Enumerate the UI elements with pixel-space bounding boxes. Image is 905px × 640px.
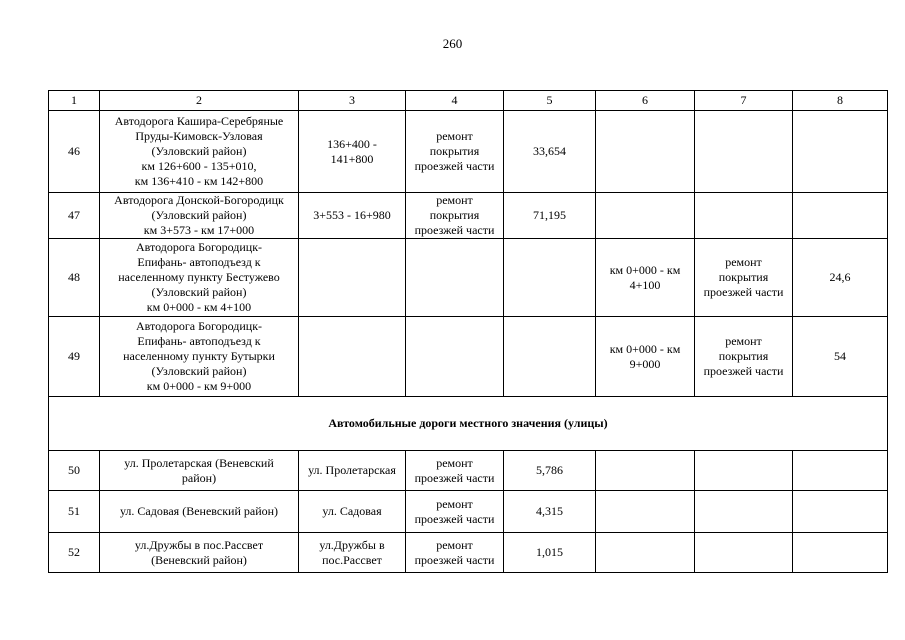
work-type-2 [695, 491, 793, 533]
section-row [49, 397, 888, 451]
road-name-line: км 136+410 - км 142+800 [134, 174, 264, 188]
road-name-line: (Узловский район) [151, 285, 247, 299]
road-name-line: (Узловский район) [151, 144, 247, 158]
table-row [49, 533, 888, 573]
road-name-line: Епифань- автоподъезд к [137, 334, 261, 348]
road-name-line: (Узловский район) [151, 208, 247, 222]
road-segment-2-line: 9+000 [629, 356, 661, 371]
road-name-line: км 0+000 - км 9+000 [146, 379, 252, 393]
road-name [100, 317, 299, 397]
table-row [49, 111, 888, 193]
road-name-line: Автодорога Богородицк- [135, 240, 263, 254]
header-cell: 1 [49, 91, 100, 111]
road-segment-line: 136+400 - [327, 136, 377, 151]
road-segment-2 [596, 111, 695, 193]
road-segment-2 [596, 239, 695, 317]
work-type-line: ремонт [436, 537, 473, 552]
work-value [504, 317, 596, 397]
header-cell: 7 [695, 91, 793, 111]
work-value-2: 24,6 [793, 239, 888, 317]
work-value [504, 239, 596, 317]
road-segment-2-line: км 0+000 - км [609, 341, 681, 356]
road-segment [299, 317, 406, 397]
work-type-line: ремонт [436, 129, 473, 143]
row-number: 47 [49, 193, 100, 239]
work-value: 1,015 [504, 533, 596, 573]
road-name-line: Автодорога Кашира-Серебряные [114, 114, 284, 128]
road-name-line: район) [181, 470, 217, 485]
row-number: 51 [49, 491, 100, 533]
work-type-line: покрытия [429, 208, 480, 222]
work-type [406, 491, 504, 533]
work-type [406, 193, 504, 239]
work-type-2-line: покрытия [718, 270, 769, 284]
work-value-2 [793, 533, 888, 573]
road-segment-line: 3+553 - 16+980 [313, 208, 391, 222]
road-name [100, 193, 299, 239]
road-segment [299, 111, 406, 193]
work-type [406, 239, 504, 317]
road-name-line: км 126+600 - 135+010, [141, 159, 257, 173]
header-cell: 6 [596, 91, 695, 111]
header-row [49, 91, 888, 111]
work-type-line: ремонт [436, 193, 473, 207]
road-name-line: населенному пункту Бутырки [123, 349, 275, 363]
work-type-2 [695, 533, 793, 573]
row-number: 52 [49, 533, 100, 573]
road-segment-2 [596, 533, 695, 573]
header-cell: 2 [100, 91, 299, 111]
road-segment [299, 533, 406, 573]
work-type-2 [695, 239, 793, 317]
road-segment-line: 141+800 [330, 151, 374, 166]
table-row [49, 317, 888, 397]
table-row [49, 239, 888, 317]
row-number: 49 [49, 317, 100, 397]
work-type-2 [695, 451, 793, 491]
work-value: 33,654 [504, 111, 596, 193]
road-segment [299, 491, 406, 533]
road-name-line: км 0+000 - км 4+100 [146, 300, 252, 314]
header-cell: 8 [793, 91, 888, 111]
header-cell: 3 [299, 91, 406, 111]
road-name [100, 491, 299, 533]
road-name-line: Автодорога Донской-Богородицк [114, 193, 284, 207]
work-type-2-line: ремонт [725, 255, 762, 269]
work-type-line: проезжей части [414, 470, 495, 485]
road-segment-2 [596, 317, 695, 397]
road-segment-2-line: км 0+000 - км [609, 262, 681, 277]
work-type-line: ремонт [436, 496, 473, 511]
road-segment-2-line: 4+100 [629, 277, 661, 292]
road-name-line: населенному пункту Бестужево [118, 270, 280, 284]
road-name-line: (Узловский район) [151, 364, 247, 378]
road-name [100, 451, 299, 491]
work-type-line: ремонт [436, 455, 473, 470]
work-value-2 [793, 491, 888, 533]
work-type-line: проезжей части [414, 223, 495, 237]
table-row [49, 193, 888, 239]
work-value-2 [793, 193, 888, 239]
road-name-line: ул.Дружбы в пос.Рассвет [134, 537, 264, 552]
header-cell: 4 [406, 91, 504, 111]
work-type-line: покрытия [429, 144, 480, 158]
work-type-2 [695, 193, 793, 239]
work-type-2 [695, 317, 793, 397]
header-cell: 5 [504, 91, 596, 111]
road-segment-line: ул. Садовая [322, 504, 382, 518]
row-number: 48 [49, 239, 100, 317]
road-name-line: ул. Пролетарская (Веневский [124, 455, 274, 470]
work-type-2-line: проезжей части [703, 364, 784, 378]
work-type [406, 111, 504, 193]
work-value-2 [793, 451, 888, 491]
road-name [100, 239, 299, 317]
work-type-line: проезжей части [414, 511, 495, 526]
roads-table [48, 90, 888, 573]
page-number: 260 [442, 36, 463, 51]
table-row [49, 451, 888, 491]
work-value-2 [793, 111, 888, 193]
road-name-line: Пруды-Кимовск-Узловая [135, 129, 263, 143]
work-type-2-line: проезжей части [703, 285, 784, 299]
work-value: 4,315 [504, 491, 596, 533]
road-name-line: км 3+573 - км 17+000 [143, 223, 255, 237]
work-type-2-line: ремонт [725, 334, 762, 348]
road-name-line: Епифань- автоподъезд к [137, 255, 261, 269]
road-name [100, 533, 299, 573]
work-type [406, 451, 504, 491]
road-segment [299, 451, 406, 491]
road-segment-2 [596, 451, 695, 491]
road-name [100, 111, 299, 193]
work-type-line: проезжей части [414, 552, 495, 567]
road-name-line: ул. Садовая (Веневский район) [119, 504, 279, 518]
work-value: 5,786 [504, 451, 596, 491]
road-segment-2 [596, 491, 695, 533]
section-title: Автомобильные дороги местного значения (улицы) [49, 397, 888, 451]
road-segment [299, 193, 406, 239]
work-type-2-line: покрытия [718, 349, 769, 363]
road-segment-line: ул.Дружбы в [319, 537, 385, 552]
road-segment-line: пос.Рассвет [322, 552, 382, 567]
work-type [406, 533, 504, 573]
table-row [49, 491, 888, 533]
road-segment-line: ул. Пролетарская [308, 463, 396, 477]
road-name-line: Автодорога Богородицк- [135, 319, 263, 333]
work-type [406, 317, 504, 397]
work-value-2: 54 [793, 317, 888, 397]
road-segment-2 [596, 193, 695, 239]
road-name-line: (Веневский район) [151, 552, 247, 567]
work-value: 71,195 [504, 193, 596, 239]
work-type-2 [695, 111, 793, 193]
row-number: 50 [49, 451, 100, 491]
road-segment [299, 239, 406, 317]
work-type-line: проезжей части [414, 159, 495, 173]
row-number: 46 [49, 111, 100, 193]
